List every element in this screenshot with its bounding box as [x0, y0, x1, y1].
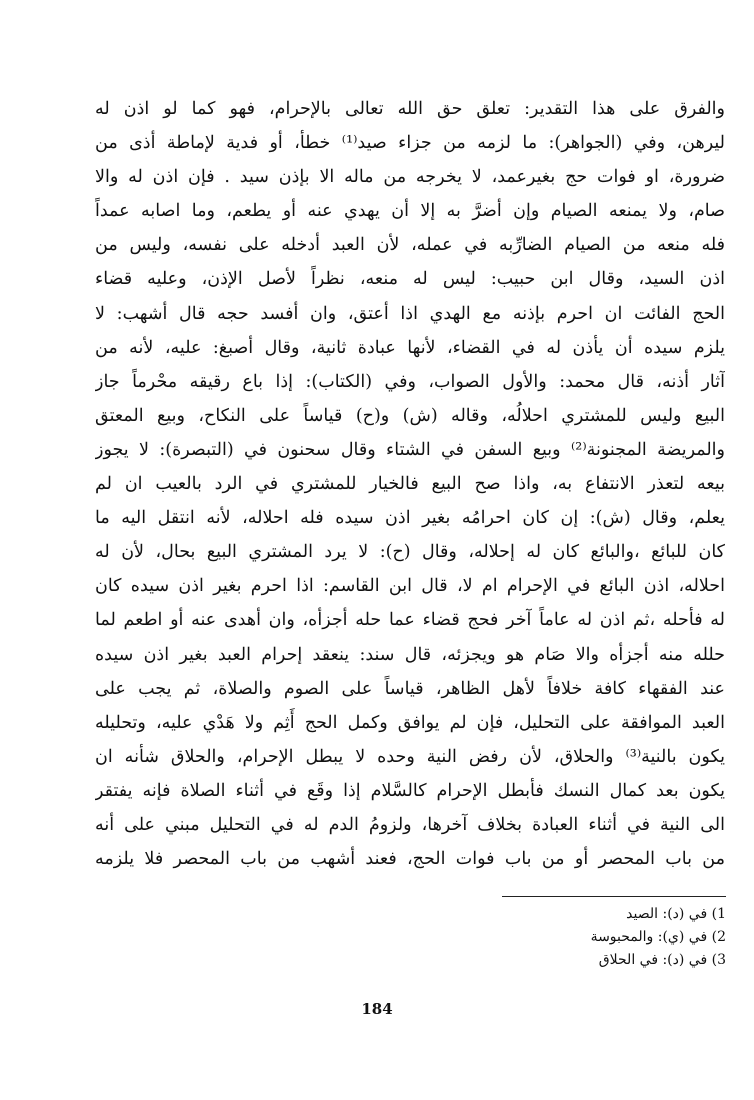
text-line: بيعه لتعذر الانتفاع به، واذا صح البيع فالخيار للمشتري في الرد بالعيب ان لم	[95, 474, 725, 495]
text-line: الى النية في أثناء العبادة بخلاف آخرها، ولزومُ الدم له في التحليل مبني على أنه	[95, 814, 725, 835]
page-number: 184	[361, 1000, 393, 1018]
text-line: احلاله، اذن البائع في الإحرام ام لا، قال ابن القاسم: اذا احرم بغير اذن سيده كان	[95, 576, 725, 597]
text-line: من باب المحصر أو من باب فوات الحج، فعند أشهب من باب المحصر فلا يلزمه	[95, 849, 725, 870]
text-line: حلله منه أجزأه والا صَام هو ويجزئه، قال سند: ينعقد إحرام العبد بغير اذن سيده	[95, 644, 725, 665]
text-line: عند الفقهاء كافة خلافاً لأهل الظاهر، قياساً على الصوم والصلاة، ثم يجب على	[95, 678, 725, 699]
footnote: 1) في (د): الصيد	[626, 906, 726, 922]
text-line: صام، ولا يمنعه الصيام وإن أضرَّ به إلا أن يهدي عنه أو يطعم، وما اصابه عمداً	[95, 201, 725, 222]
text-line: يكون بالنية⁽³⁾ والحلاق، لأن رفض النية وحده لا يبطل الإحرام، والحلاق شأنه ان	[95, 746, 725, 767]
text-line: يكون بعد كمال النسك فأبطل الإحرام كالسَّلام إذا وقَع في أثناء الصلاة فإنه يفتقر	[95, 780, 725, 801]
main-text	[95, 92, 725, 876]
text-line: له فأحله ،ثم اذن له عاماً آخر فحج قضاء عما حله أجزأه، وان أهدى عنه أو اطعم لما	[95, 610, 725, 631]
text-line: ليرهن، وفي (الجواهر): ما لزمه من جزاء صيد⁽¹⁾ خطأ، أو فدية لإماطة أذى من	[95, 133, 725, 154]
text-line: يلزم سيده أن يأذن له في القضاء، لأنها عبادة ثانية، وقال أصبغ: عليه، لأنه من	[95, 337, 725, 358]
text-line: والفرق على هذا التقدير: تعلق حق الله تعالى بالإحرام، فهو كما لو اذن له	[95, 99, 725, 119]
text-line: آثار أذنه، قال محمد: والأول الصواب، وفي (الكتاب): إذا باع رقيقه محْرماً جاز	[95, 371, 725, 392]
text-line: ضرورة، او فوات حج بغيرعمد، لا يخرجه من ماله الا بإذن سيد . فإن اذن له والا	[95, 167, 725, 188]
text-line: العبد الموافقة على التحليل، فإن لم يوافق وكمل الحج أَثِم ولا هَدْي عليه، وتحليله	[95, 712, 725, 733]
text-line: فله منعه من الصيام الضارِّبه في عمله، لأن العبد أدخله على نفسه، وليس من	[95, 235, 725, 256]
footnotes	[466, 903, 726, 972]
text-line: اذن السيد، وقال ابن حبيب: ليس له منعه، نظراً لأصل الإذن، وعليه قضاء	[95, 269, 725, 290]
text-line: والمريضة المجنونة⁽²⁾ وبيع السفن في الشتاء وقال سحنون في (التبصرة): لا يجوز	[95, 439, 725, 460]
text-line: يعلم، وقال (ش): إن كان احرامُه بغير اذن سيده فله احلاله، لأنه انتقل اليه ما	[95, 508, 725, 529]
text-line: كان للبائع ،والبائع كان له إحلاله، وقال (ح): لا يرد المشتري البيع بحال، لأن له	[95, 542, 725, 563]
footnote-separator	[502, 896, 726, 897]
text-line: الحج الفائت ان احرم بإذنه مع الهدي اذا أعتق، وان أفسد حجه قال أشهب: لا	[95, 303, 725, 324]
footnote: 3) في (د): في الحلاق	[598, 952, 726, 968]
footnote: 2) في (ي): والمحبوسة	[590, 929, 726, 945]
text-line: البيع وليس للمشتري احلالُه، وقاله (ش) و(ح) قياساً على النكاح، وبيع المعتق	[95, 405, 725, 426]
